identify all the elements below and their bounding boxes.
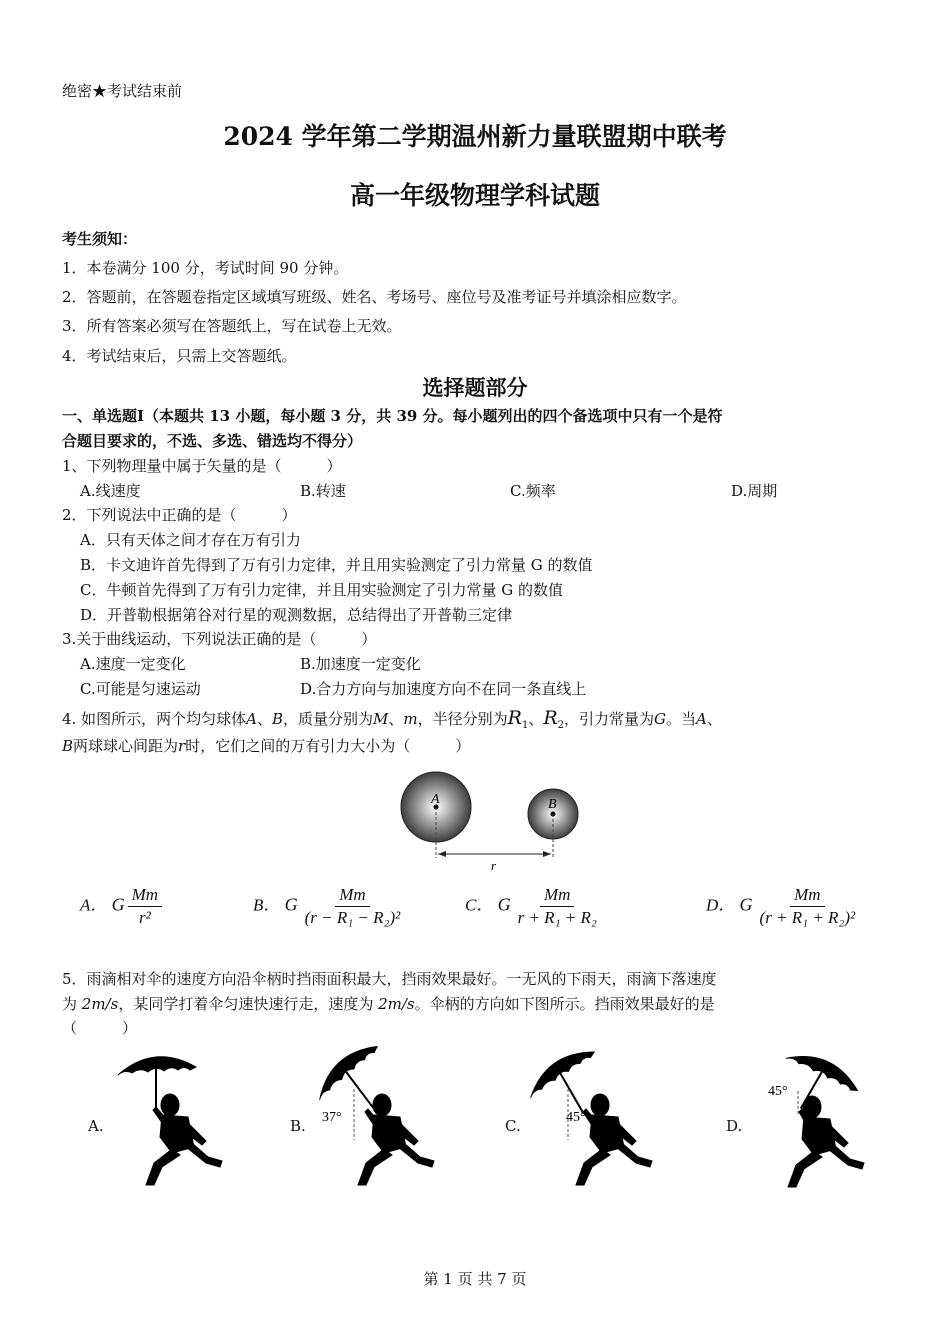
umbrella-canopy-icon bbox=[530, 1045, 598, 1098]
q4-text: 时，它们之间的万有引力大小为（ ） bbox=[185, 737, 471, 755]
q2-option-a: A．只有天体之间才存在万有引力 bbox=[80, 531, 301, 549]
q5-speed-rain: 2m/s bbox=[81, 995, 119, 1013]
fraction bbox=[514, 885, 601, 928]
angle-label: 45° bbox=[566, 1110, 586, 1125]
label-r: r bbox=[491, 858, 497, 873]
q4-var-M: M bbox=[373, 710, 389, 728]
q4-var-m: m bbox=[403, 710, 418, 728]
q4-var-a: A bbox=[246, 710, 257, 728]
two-spheres-figure bbox=[380, 770, 600, 875]
q5-text: 为 bbox=[62, 995, 82, 1013]
q3-option-d: D.合力方向与加速度方向不在同一条直线上 bbox=[300, 680, 587, 698]
q4-var-b: B bbox=[271, 710, 283, 728]
q4-option-c bbox=[465, 885, 601, 928]
q4-text: 。当 bbox=[666, 710, 697, 728]
q5-option-b-label: B. bbox=[290, 1117, 306, 1135]
q4-text: 、 bbox=[528, 710, 544, 728]
question-4-stem-line1 bbox=[62, 707, 722, 731]
fraction bbox=[128, 885, 162, 928]
gravity-constant: G bbox=[739, 894, 753, 915]
question-2-stem: 2．下列说法中正确的是（ ） bbox=[62, 506, 297, 524]
q4-text: 两球球心间距为 bbox=[73, 737, 179, 755]
denominator: r² bbox=[139, 908, 151, 927]
q4-var-r: r bbox=[178, 737, 186, 755]
q4-var-G: G bbox=[654, 710, 667, 728]
question-5-stem-line3: （ ） bbox=[62, 1019, 138, 1037]
notice-item: 1．本卷满分 100 分，考试时间 90 分钟。 bbox=[62, 259, 349, 277]
label-a: A bbox=[431, 792, 440, 807]
q4-option-a bbox=[80, 885, 162, 928]
q4-var-a: A bbox=[696, 710, 707, 728]
question-3-stem: 3.关于曲线运动，下列说法正确的是（ ） bbox=[62, 630, 377, 648]
q4-text: 、 bbox=[256, 710, 272, 728]
q4-text: 、 bbox=[388, 710, 404, 728]
fraction bbox=[756, 885, 860, 928]
umbrella-canopy-icon bbox=[786, 1045, 863, 1097]
secret-label: 绝密★考试结束前 bbox=[62, 82, 183, 100]
q3-option-a: A.速度一定变化 bbox=[80, 655, 186, 673]
q4-var-R1: R bbox=[507, 707, 522, 729]
option-letter: C． bbox=[465, 895, 494, 915]
question-5-stem-line2 bbox=[62, 993, 715, 1014]
q5-option-d-label: D. bbox=[726, 1117, 743, 1135]
angle-label: 37° bbox=[322, 1110, 342, 1125]
q4-var-R2: R bbox=[543, 707, 558, 729]
denominator: (r + R₁ + R₂)² bbox=[759, 908, 856, 927]
gravity-constant: G bbox=[497, 894, 511, 915]
q2-option-d: D．开普勒根据第谷对行星的观测数据，总结得出了开普勒三定律 bbox=[80, 606, 513, 624]
exam-subtitle: 高一年级物理学科试题 bbox=[349, 181, 600, 210]
umbrella-runner-c bbox=[530, 1045, 660, 1195]
option-letter: B． bbox=[253, 895, 281, 915]
q4-text: ，质量分别为 bbox=[282, 710, 373, 728]
q4-text: ，引力常量为 bbox=[564, 710, 655, 728]
label-b: B bbox=[548, 797, 557, 812]
q4-option-d bbox=[706, 885, 859, 928]
numerator: Mm bbox=[128, 885, 162, 907]
numerator: Mm bbox=[790, 885, 824, 907]
q1-option-a: A.线速度 bbox=[80, 482, 141, 500]
q5-speed-walk: 2m/s bbox=[378, 995, 415, 1013]
denominator: r + R₁ + R₂ bbox=[517, 908, 597, 927]
question-4-stem-line2 bbox=[62, 735, 470, 756]
section-instruction: 合题目要求的，不选、多选、错选均不得分） bbox=[62, 432, 363, 450]
notice-item: 4．考试结束后，只需上交答题纸。 bbox=[62, 347, 297, 365]
q1-option-c: C.频率 bbox=[510, 482, 556, 500]
q4-text: 、 bbox=[706, 710, 722, 728]
q1-option-d: D.周期 bbox=[731, 482, 778, 500]
option-letter: A． bbox=[80, 895, 108, 915]
numerator: Mm bbox=[540, 885, 574, 907]
angle-label: 45° bbox=[768, 1084, 788, 1099]
denominator: (r − R₁ − R₂)² bbox=[304, 908, 401, 927]
question-5-stem-line1: 5．雨滴相对伞的速度方向沿伞柄时挡雨面积最大，挡雨效果最好。一无风的下雨天，雨滴下落速度 bbox=[62, 970, 717, 988]
fraction bbox=[301, 885, 405, 928]
q1-option-b: B.转速 bbox=[300, 482, 346, 500]
exam-title: 2024 学年第二学期温州新力量联盟期中联考 bbox=[223, 122, 727, 151]
notice-item: 3．所有答案必须写在答题纸上，写在试卷上无效。 bbox=[62, 317, 402, 335]
q5-text: ，某同学打着伞匀速快速行走，速度为 bbox=[118, 995, 379, 1013]
section-title: 选择题部分 bbox=[422, 375, 528, 400]
gravity-constant: G bbox=[284, 894, 298, 915]
q5-text: 。伞柄的方向如下图所示。挡雨效果最好的是 bbox=[414, 995, 715, 1013]
q2-option-b: B．卡文迪许首先得到了万有引力定律，并且用实验测定了引力常量 G 的数值 bbox=[80, 556, 593, 574]
gravity-constant: G bbox=[111, 894, 125, 915]
q4-var-b: B bbox=[62, 737, 74, 755]
q4-option-b bbox=[253, 885, 404, 928]
page-number: 第 1 页 共 7 页 bbox=[423, 1270, 527, 1288]
question-1-stem: 1、下列物理量中属于矢量的是（ ） bbox=[62, 457, 342, 475]
q4-sub: 2 bbox=[557, 720, 565, 731]
umbrella-runner-d bbox=[762, 1045, 892, 1195]
notice-item: 2．答题前，在答题卷指定区域填写班级、姓名、考场号、座位号及准考证号并填涂相应数字。 bbox=[62, 288, 687, 306]
numerator: Mm bbox=[335, 885, 369, 907]
q3-option-b: B.加速度一定变化 bbox=[300, 655, 421, 673]
q4-sub: 1 bbox=[521, 720, 529, 731]
notice-heading: 考生须知： bbox=[62, 230, 138, 248]
q4-text: 4. 如图所示，两个均匀球体 bbox=[62, 710, 247, 728]
umbrella-canopy-icon bbox=[316, 1045, 382, 1100]
option-letter: D． bbox=[706, 895, 736, 915]
q3-option-c: C.可能是匀速运动 bbox=[80, 680, 201, 698]
umbrella-runner-a bbox=[110, 1045, 240, 1195]
section-instruction: 一、单选题Ⅰ（本题共 13 小题，每小题 3 分，共 39 分。每小题列出的四个备选项中只有一个是符 bbox=[62, 407, 723, 425]
q4-text: ，半径分别为 bbox=[417, 710, 508, 728]
q2-option-c: C．牛顿首先得到了万有引力定律，并且用实验测定了引力常量 G 的数值 bbox=[80, 581, 563, 599]
q5-option-a-label: A. bbox=[88, 1117, 104, 1135]
q5-option-c-label: C. bbox=[505, 1117, 521, 1135]
umbrella-runner-b bbox=[316, 1045, 446, 1195]
